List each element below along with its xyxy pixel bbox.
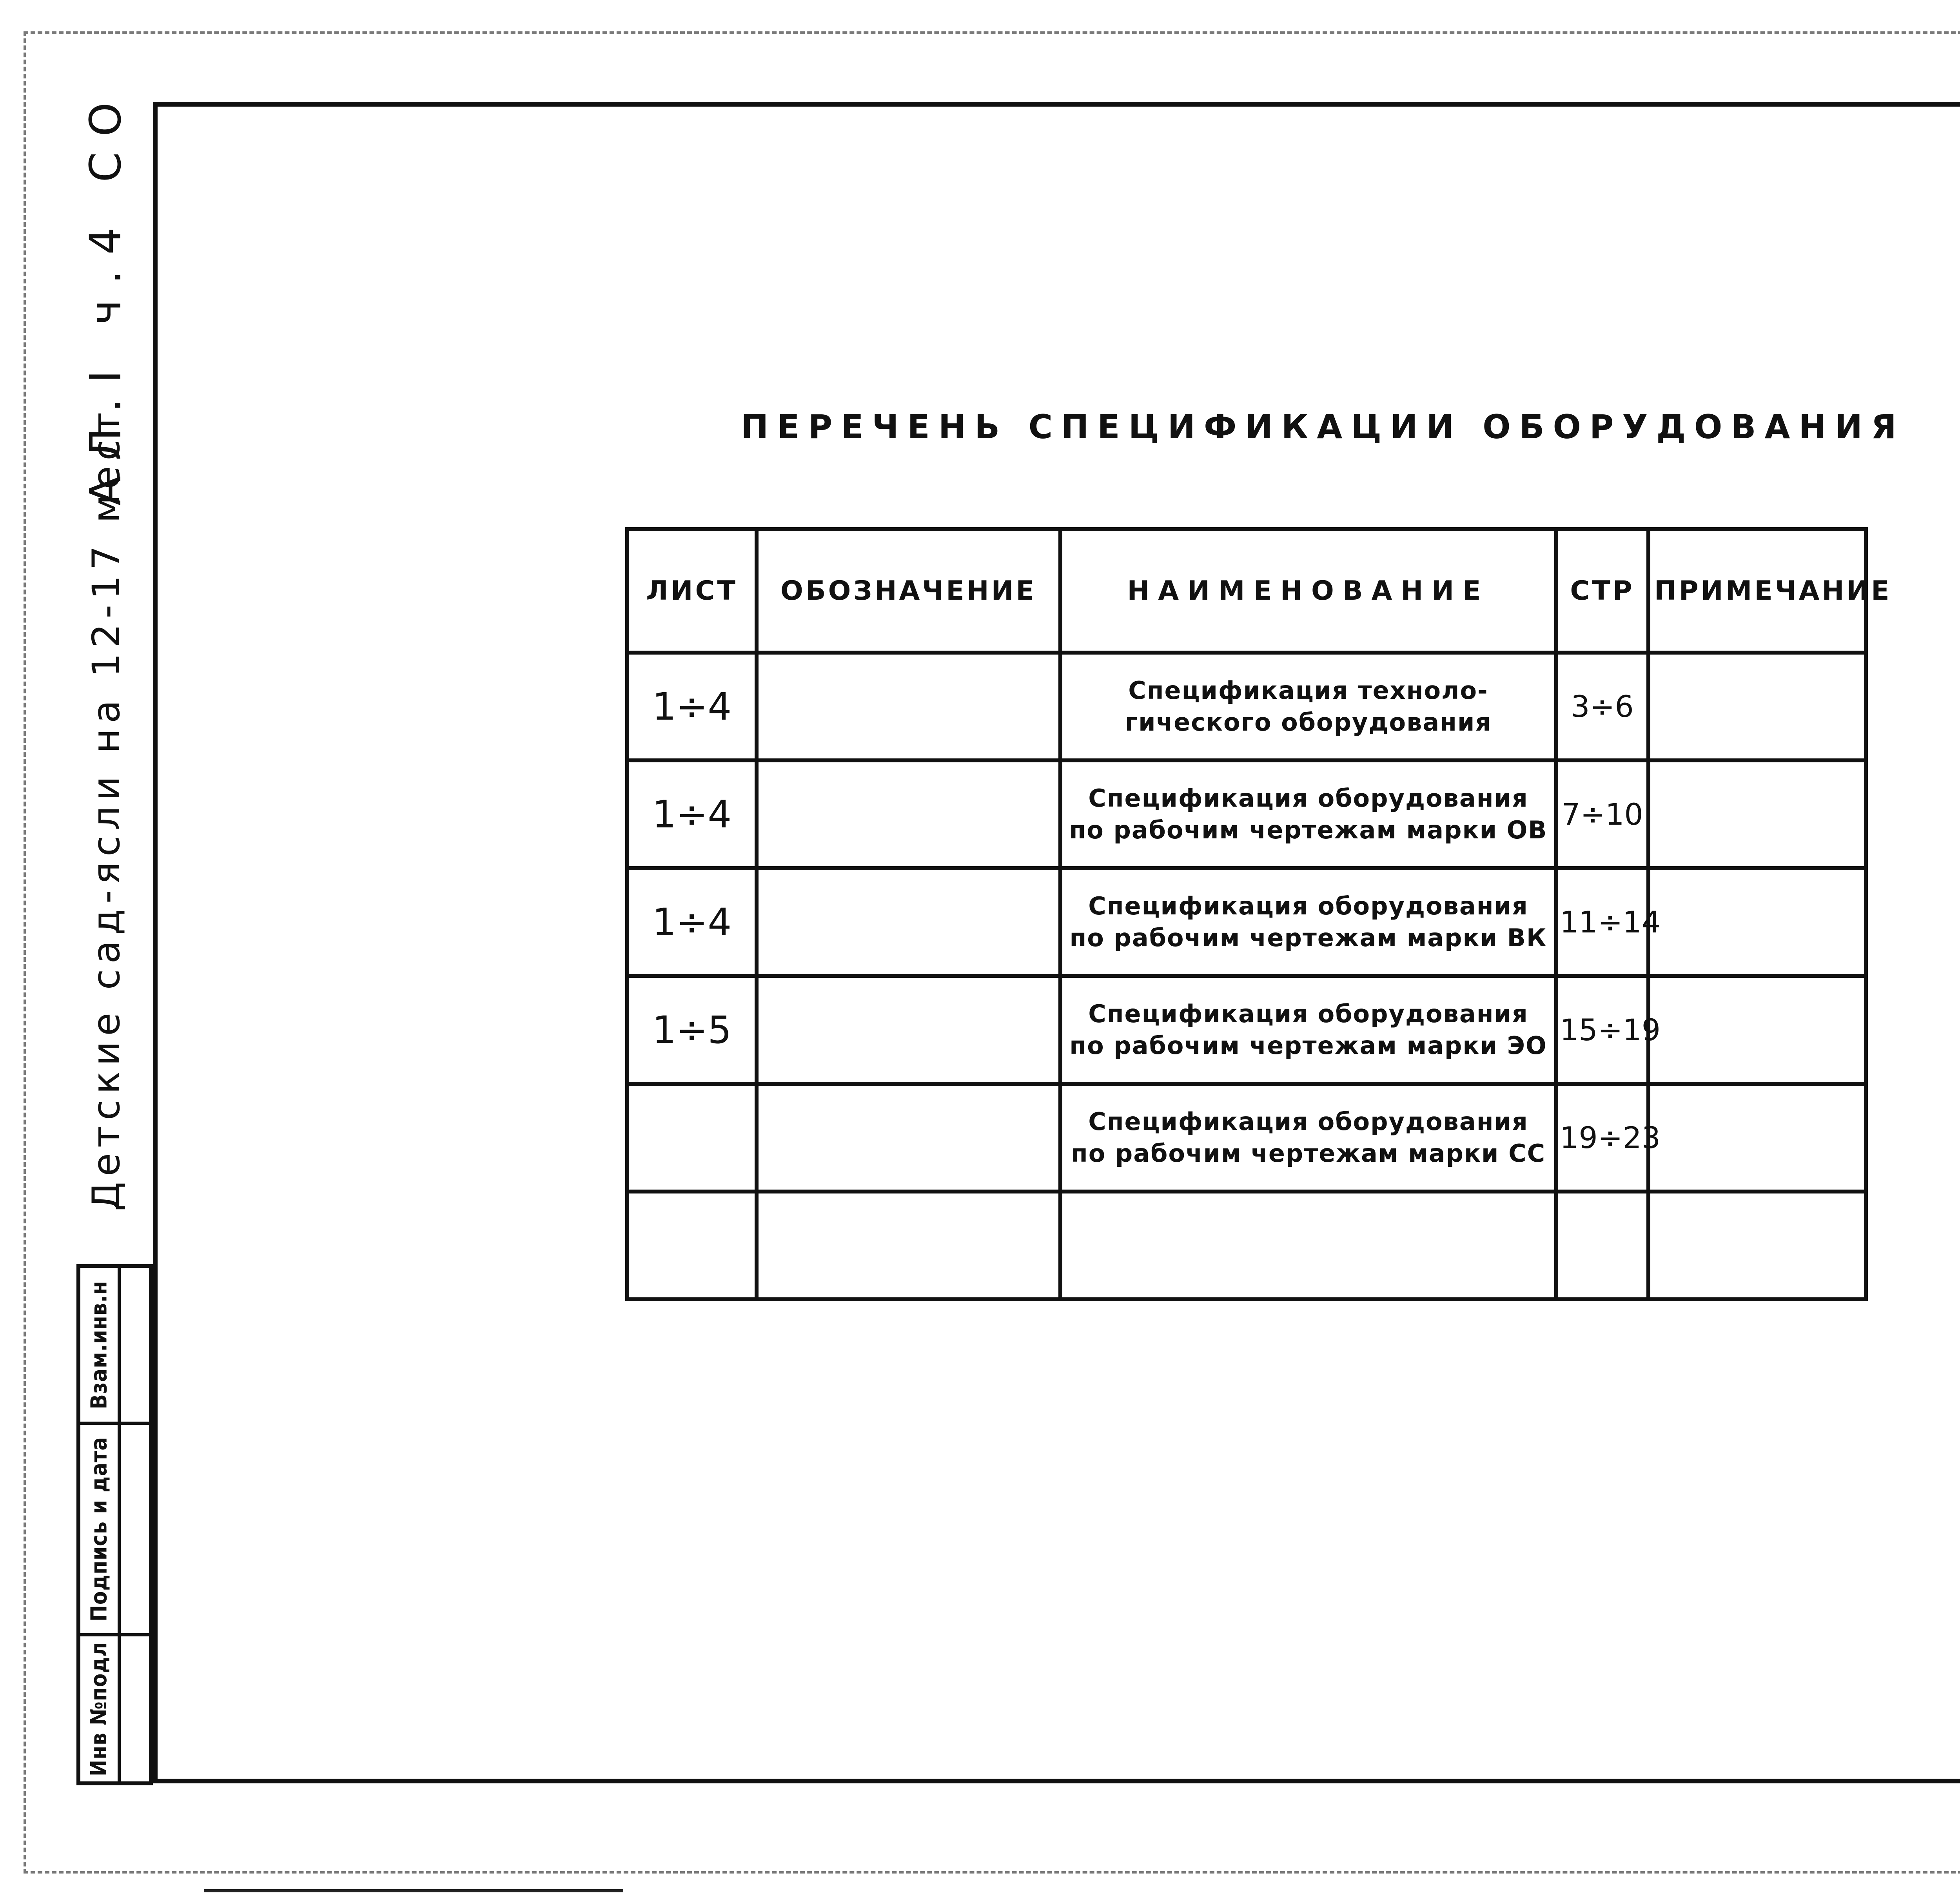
cell-name [1060,1192,1556,1299]
cell-sheet: 1÷5 [627,976,757,1084]
cell-designation [757,976,1060,1084]
cell-note [1648,1192,1866,1299]
table-row [627,976,1866,1084]
stamp-cell-signature [80,1425,149,1636]
cell-page: 19÷23 [1556,1084,1648,1192]
side-stamp [76,1264,153,1785]
cell-designation [757,653,1060,760]
cell-name [1060,653,1556,760]
cell-note [1648,760,1866,868]
specification-table [625,527,1892,1301]
page-title: ПЕРЕЧЕНЬ СПЕЦИФИКАЦИИ ОБОРУДОВАНИЯ [741,408,1905,446]
cell-note [1648,653,1866,760]
header-designation: ОБОЗНАЧЕНИЕ [757,529,1060,653]
cell-note [1648,1084,1866,1192]
cell-sheet: 1÷4 [627,868,757,976]
name-line: Спецификация оборудования [1088,1107,1528,1136]
cell-sheet [627,1084,757,1192]
table-row [627,1084,1866,1192]
cell-designation [757,760,1060,868]
cell-note [1648,976,1866,1084]
name-line: Спецификация оборудования [1088,891,1528,920]
stamp-cell-inventory [80,1636,149,1781]
document-subtitle: Детские сад-ясли на 12-17 мест [84,407,128,1211]
name-line: Спецификация оборудования [1088,999,1528,1028]
name-line: по рабочим чертежам марки ЭО [1069,1031,1547,1060]
cell-sheet [627,1192,757,1299]
name-line: Спецификация оборудования [1088,784,1528,813]
cell-designation [757,868,1060,976]
table-header-row [627,529,1866,653]
document-code: АЛ.I ч.4 СО [80,87,131,506]
header-note: ПРИМЕЧАНИЕ [1648,529,1866,653]
cell-designation [757,1192,1060,1299]
cell-name [1060,868,1556,976]
cell-name [1060,760,1556,868]
table-row [627,868,1866,976]
cell-page: 3÷6 [1556,653,1648,760]
stamp-cell-replacement [80,1268,149,1425]
cell-note [1648,868,1866,976]
header-page: СТР [1556,529,1648,653]
bottom-rule [204,1889,623,1892]
cell-page: 7÷10 [1556,760,1648,868]
stamp-label: Подпись и дата [86,1436,112,1621]
name-line: по рабочим чертежам марки ОВ [1069,815,1548,844]
cell-name [1060,976,1556,1084]
cell-page: 11÷14 [1556,868,1648,976]
table-row [627,760,1866,868]
stamp-label: Инв №подл [86,1641,112,1776]
table-row [627,653,1866,760]
name-line: Спецификация техноло- [1128,676,1488,705]
name-line: по рабочим чертежам марки СС [1071,1139,1546,1168]
cell-sheet: 1÷4 [627,653,757,760]
header-sheet: ЛИСТ [627,529,757,653]
cell-designation [757,1084,1060,1192]
table-row [627,1192,1866,1299]
header-name: НАИМЕНОВАНИЕ [1060,529,1556,653]
cell-page [1556,1192,1648,1299]
name-line: по рабочим чертежам марки ВК [1069,923,1547,952]
cell-page: 15÷19 [1556,976,1648,1084]
cell-name [1060,1084,1556,1192]
stamp-label: Взам.инв.н [86,1281,112,1409]
name-line: гического оборудования [1125,707,1492,736]
cell-sheet: 1÷4 [627,760,757,868]
